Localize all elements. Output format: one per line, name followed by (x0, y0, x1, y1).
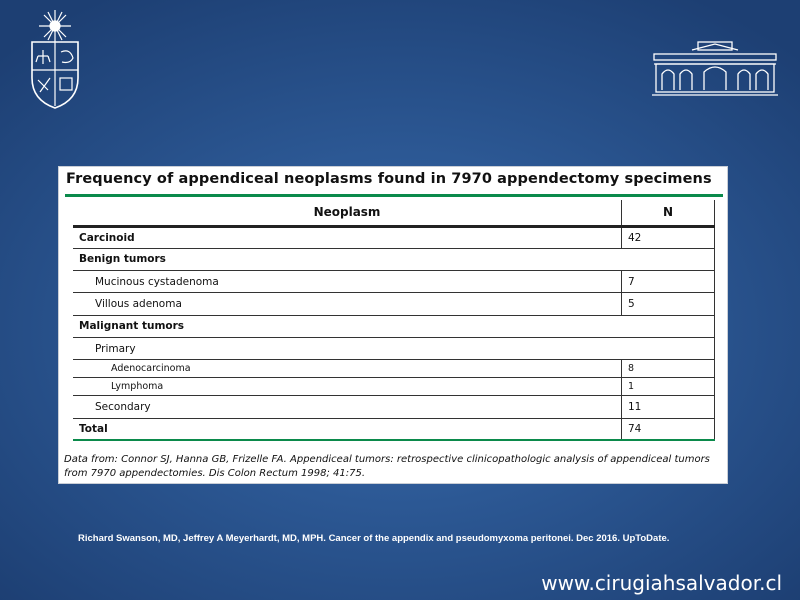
n-column-header: N (622, 200, 715, 226)
row-count: 11 (622, 396, 715, 418)
row-count: 74 (622, 418, 715, 440)
table-row (73, 337, 715, 359)
table-row (73, 315, 715, 337)
row-subsection-label: Primary (73, 337, 715, 359)
table-row (73, 378, 715, 396)
row-label: Mucinous cystadenoma (73, 271, 622, 293)
neoplasm-table (73, 200, 715, 441)
row-label: Secondary (73, 396, 622, 418)
neoplasm-column-header: Neoplasm (73, 200, 622, 226)
row-section-label: Malignant tumors (73, 315, 715, 337)
table-header-row (73, 200, 715, 226)
table-row (73, 396, 715, 418)
row-count: 42 (622, 226, 715, 248)
table-row (73, 360, 715, 378)
row-label: Villous adenoma (73, 293, 622, 315)
table-source-note: Data from: Connor SJ, Hanna GB, Frizelle FA. Appendiceal tumors: retrospective clinicopathologic analysis of appendiceal tumors from 7970 appendectomies. Dis Colon Rectum 1998; 41:75. (64, 454, 710, 479)
row-label: Total (73, 418, 622, 440)
row-label: Lymphoma (73, 378, 622, 396)
table-row (73, 293, 715, 315)
table-title: Frequency of appendiceal neoplasms found in 7970 appendectomy specimens (66, 171, 712, 187)
title-divider (65, 194, 723, 197)
row-count: 7 (622, 271, 715, 293)
table-row (73, 248, 715, 270)
row-label: Adenocarcinoma (73, 360, 622, 378)
table-row (73, 271, 715, 293)
website-url: www.cirugiahsalvador.cl (541, 571, 782, 595)
row-count: 1 (622, 378, 715, 396)
slide-citation: Richard Swanson, MD, Jeffrey A Meyerhardt, MD, MPH. Cancer of the appendix and pseudomyxoma peritonei. Dec 2016. UpToDate. (78, 533, 670, 544)
table-row (73, 226, 715, 248)
row-label: Carcinoid (73, 226, 622, 248)
row-count: 5 (622, 293, 715, 315)
table-figure-panel (58, 166, 728, 484)
table-row (73, 418, 715, 440)
row-section-label: Benign tumors (73, 248, 715, 270)
row-count: 8 (622, 360, 715, 378)
hospital-building-logo (652, 40, 778, 98)
university-emblem-logo (26, 8, 84, 110)
